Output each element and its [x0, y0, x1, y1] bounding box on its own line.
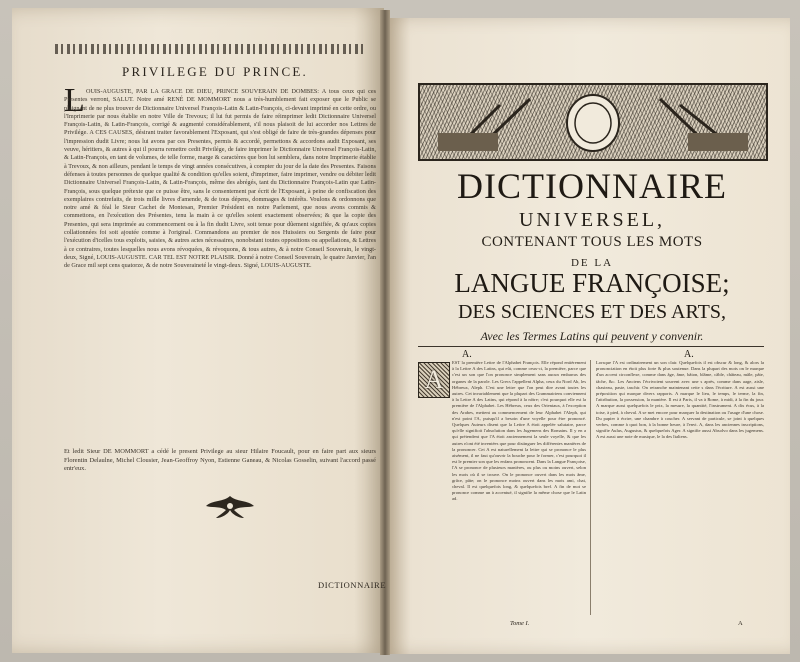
- engraved-headpiece-icon: [418, 83, 768, 161]
- cession-paragraph: Et ledit Sieur DE MOMMORT a cédé le present Privilege au sieur Hilaire Foucault, pour en faire part aux sieurs Florentin Delaulne, Michel Clousier, Jean-Geoffroy Nyon, Estienne Ganeau, & Nicolas Gosselin, suivant l'accord passé entr'eux.: [64, 448, 376, 473]
- subtitle-contenant: CONTENANT TOUS LES MOTS: [481, 234, 703, 250]
- dropcap-a-glyph: A: [424, 365, 444, 394]
- subtitle-langue: LANGUE FRANÇOISE;: [454, 268, 730, 298]
- book-gutter: [380, 10, 390, 655]
- subtitle-sciences: DES SCIENCES ET DES ARTS,: [458, 301, 726, 323]
- catchword: DICTIONNAIRE: [318, 580, 387, 590]
- ornament-band: [55, 44, 365, 54]
- column-head-left: A.: [462, 349, 472, 360]
- subtitle-de-la: DE LA: [570, 257, 614, 269]
- privilege-text: [64, 82, 376, 428]
- column-head-right: A.: [684, 349, 694, 360]
- privilege-title: PRIVILEGE DU PRINCE.: [122, 64, 308, 79]
- dropcap-letter-l: L: [64, 82, 85, 119]
- book-title: DICTIONNAIRE: [457, 166, 727, 206]
- footer-tome: Tome I.: [510, 620, 530, 627]
- dropcap-letter-a: [418, 362, 450, 398]
- footer-signature: A: [738, 620, 743, 627]
- column-divider: [590, 360, 591, 615]
- subtitle-termes-latins: Avec les Termes Latins qui peuvent y convenir.: [480, 329, 704, 343]
- column-left-text: EST la première Lettre de l'Alphabet François. Elle répond entièrement à la Lettre A des Latins, qui eût, comme ceux-ci, la première, parce que c'est un son que l'on prononce simplement sans aucun embarras des organes de la parole. Les Grecs l'appellent Alpha, ceux du Nord Ab, les Hébreux, Aleph. C'est une lettre que l'on peut dire avant toutes les autres. Cet invariablement que la plupart des Grammairiens conviennent à la Lettre A des Latins, qui répond à la nôtre; c'est pourquoi elle est la première de l'Alphabet. Les Hébreux, ceux des Orientaux, à l'exception des Arabes, mettent au commencement de leur Alphabet l'Aleph, qui n'est point l'A, puisqu'il a besoin d'une voyelle pour être prononcé. Quelques Auteurs disent que la Lettre A étoit appelée salutaire, parce qu'elle signifioit l'absolution dans les Jugemens des Romains. Il y en a qui prétendent que l'A étoit anciennement la seule voyelle, & que les autres n'ont été inventées que pour distinguer les différentes manières de la prononcer. Cet A est naturellement la lettre qui se prononce le plus aisément, il ne faut qu'ouvrir la bouche pour le former, c'est pourquoi il est le premier son que les enfans prononcent. Dans la Langue Françoise, l'A se prononce de plusieurs manières, ou plus ou moins ouvert, selon les mots où il se trouve. On le prononce ouvert dans les mots âme, grâce, pâte; on le prononce moins ouvert dans les mots ami, chat, cheval. Il est quelquefois long, & quelquefois bref. A fin de mot se prononce comme un à accentué, il signifie la même chose que le Latin ad.: [452, 360, 586, 502]
- subtitle-universel: UNIVERSEL,: [518, 209, 666, 231]
- text-column-right: Lorsque l'A est ordinairement un son clair. Quelquefois il est obscur & long, & alors la prononciation en étoit plus forte & plus soutenue. Dans la plupart des mots on le marque d'un accent circonflexe, comme dans âge, âme, bâton, blâme, câble, château, mâle, pâte, tâche, &c. Les Anciens l'écrivoient souvent avec une s après, comme dans aage, aisle, chasteau, paste, taschir. On retranche maintenant cette s dans l'écriture. A est aussi une préposition qui marque divers rapports. A marque le lieu, le temps, le terme, la fin, l'attribution, la possession, la manière. Il est à Paris, il va à Rome, à midi, à la fin du jour. A marque aussi quelquefois le prix, la mesure, la quantité, l'instrument. A dix écus, à la toise, à pied, à cheval. A se met encore pour marquer la destination ou l'usage d'une chose. Du papier à écrire, une chambre à coucher. A servant de particule, se joint à quelques verbes, comme à quoi bon, à la bonne heure, à l'envi. A, dans les anciennes inscriptions, signifie Aulus, Augustus, & quelquefois Ager. A signifie aussi Absolvo dans les jugemens. A est aussi une note de musique, le la des Italiens.: [596, 360, 764, 440]
- privilege-body: OUIS-AUGUSTE, PAR LA GRACE DE DIEU, PRINCE SOUVERAIN DE DOMBES: A tous ceux qui ces Presentes verront, SALUT. Notre amé RENÉ DE MOMMORT nous a très-humblement fait exposer que le Public se plaignant de ne plus trouver de Dictionnaire Universel François-Latin & Latin-François, ci-devant imprimé en cette ordre, ou l'Imprimerie par nous établie en notre Ville de Trevoux; il lui fut permis de faire réimprimer ledit Dictionnaire Universel François-Latin, & Latin-François, corrigé & augmenté considérablement, s'il nous plaisoit de lui accorder nos Lettres de Privilége. A CES CAUSES, désirant traiter favorablement l'Exposant, qui s'est obligé de faire de très-grandes dépenses pour l'impression dudit Livre; nous lui avons par ces Presentes, permis & accordé, permettons & accordons audit Exposant, ses veuve, héritiers, & autres à qui il pourra remettre cedit Privilége, de faire imprimer le Dictionnaire Universel François-Latin, & Latin-François, en tant de volumes, de telle forme, marge & caractères que bon lui semblera, dans notre Imprimerie établie à Trevoux, & non ailleurs, pendant le temps de vingt années consécutives, à compter du jour de la date des Presentes. Faisons défenses à toutes personnes de quelque qualité & condition qu'elles soient, d'imprimer, faire imprimer, vendre ou débiter ledit Dictionnaire Universel François-Latin, & Latin-François, même des abrégés, tant du Dictionnaire François-Latin que Latin-François, sous quelque prétexte que ce puisse être, sans le consentement par écrit de l'Exposant, à peine de confiscation des exemplaires contrefaits, de trois mille livres d'amende, & de tous dépens, dommages & intérêts. Voulons & ordonnons que notre amé & féal le Sieur Cachet de Montesan, Premier Président en notre Parlement, que nous avons commis & commettons, en l'exécution des Présentes, tenu la main à ce qu'elles soient exactement observées; & que la copie des Presentes, qui sera imprimée au commencement ou à la fin dudit Livre, soit tenue pour dûement signifiée, & qu'aux copies collationnées foi soit ajoutée comme à l'original. Commandons au premier de nos Huissiers ou Sergents de faire pour l'exécution d'icelles tous exploits, saisies, & autres actes nécessaires, nonobstant toutes oppositions ou appellations, & Lettres à ce contraires, toutes lesquelles nous avons révoquées, & révoquons, & tous autres, & à notre Conseil Souverain, le vingt-deux, Signé, LOUIS-AUGUSTE. CAR TEL EST NOTRE PLAISIR. Donné à notre Conseil Souverain, le quatre Janvier, l'an de Grace mil sept cens quatorze, & de notre Souveraineté le vingt-deux. Signé, LOUIS-AUGUSTE.: [64, 88, 376, 270]
- fleuron-ornament-icon: [198, 494, 262, 520]
- title-rule: [418, 346, 764, 347]
